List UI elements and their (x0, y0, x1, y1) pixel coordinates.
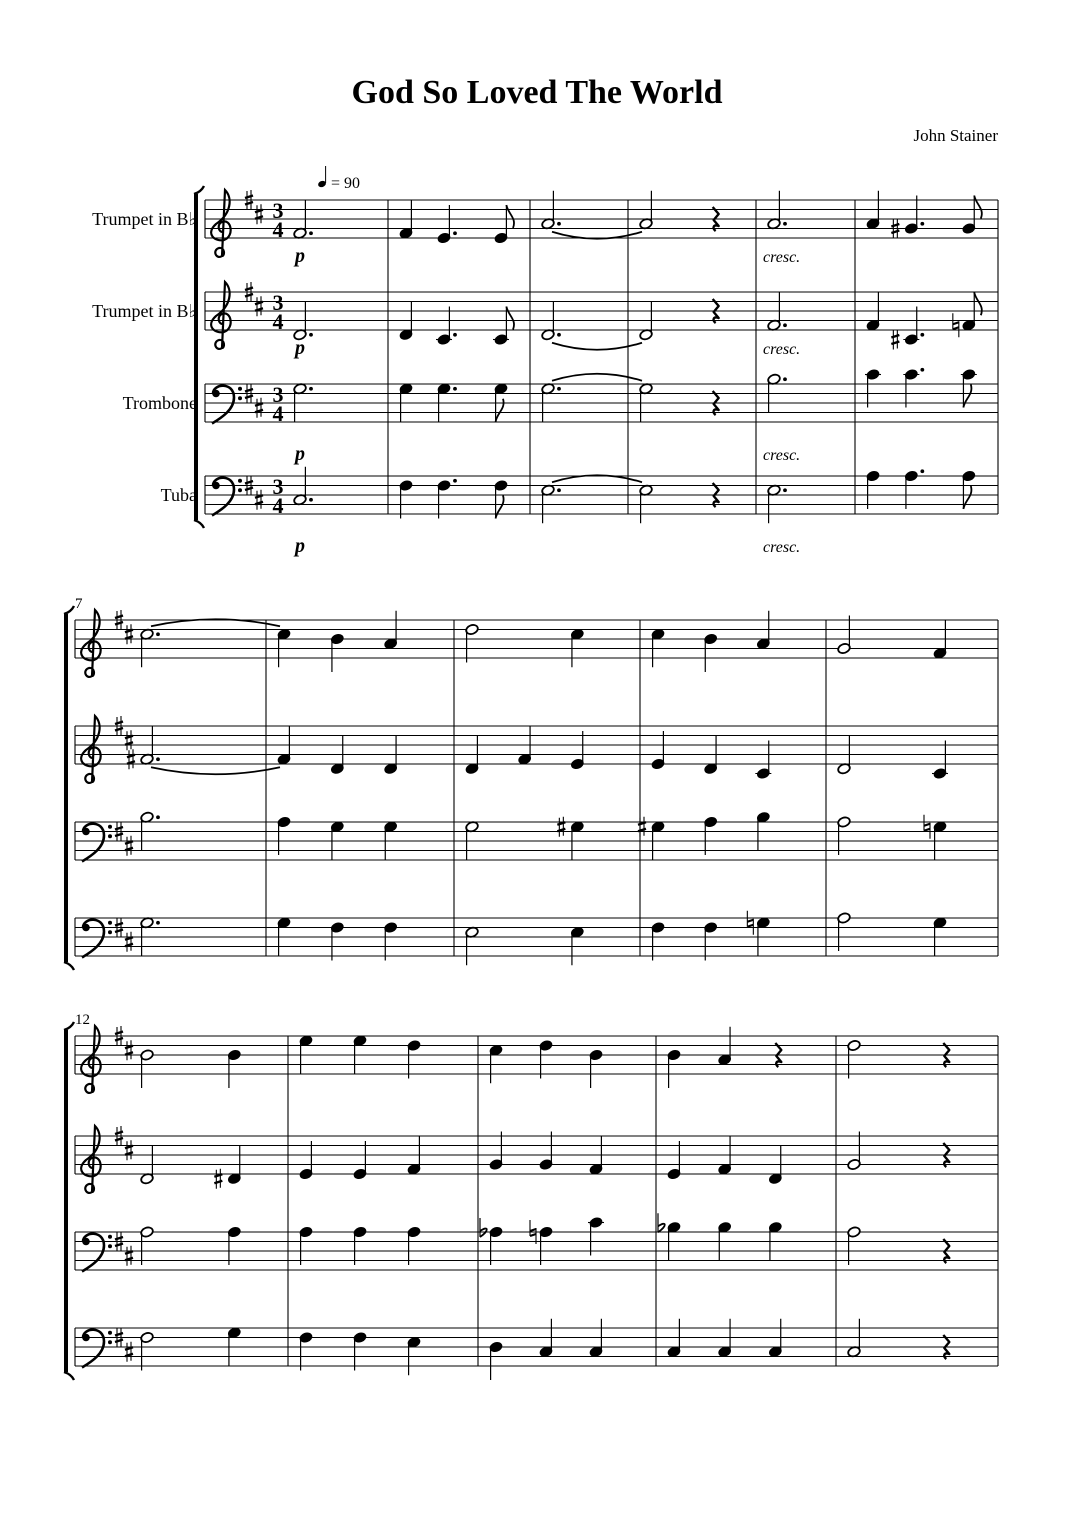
sharp-bar (115, 834, 123, 837)
sharp-bar (245, 488, 253, 491)
bracket-hook (64, 1372, 74, 1380)
sharp-bar (891, 231, 899, 234)
sharp-bar (125, 1258, 133, 1261)
sharp-bar (125, 944, 133, 947)
note-flag (974, 292, 982, 315)
augmentation-dot (557, 222, 561, 226)
sharp-bar (557, 822, 565, 825)
sharp-bar (125, 630, 133, 633)
time-signature-lower: 4 (272, 217, 284, 242)
instrument-name: Tuba (160, 485, 197, 505)
measure-number: 7 (75, 596, 83, 612)
dynamic-crescendo: cresc. (763, 447, 801, 464)
bracket-hook (194, 186, 204, 194)
system-1 (92, 166, 998, 557)
system-2 (64, 596, 998, 970)
natural-bar (924, 829, 930, 831)
bass-clef-dot (108, 921, 112, 925)
sharp-bar (127, 761, 135, 764)
augmentation-dot (453, 387, 457, 391)
sharp-bar (115, 1032, 123, 1035)
time-signature-lower: 4 (272, 309, 284, 334)
sharp-bar (127, 755, 135, 758)
staff-3 (75, 1213, 998, 1328)
sharp-bar (255, 495, 263, 498)
note-flag (506, 205, 514, 228)
sharp-bar (115, 1038, 123, 1041)
augmentation-dot (557, 387, 561, 391)
sharp-bar (115, 1244, 123, 1247)
flat-bowl (480, 1229, 487, 1237)
system-3 (64, 1012, 998, 1380)
augmentation-dot (920, 333, 924, 337)
bracket-hook (194, 520, 204, 528)
augmentation-dot (309, 333, 313, 337)
augmentation-dot (309, 387, 313, 391)
augmentation-dot (783, 488, 787, 492)
dynamic-crescendo: cresc. (763, 249, 801, 266)
sharp-bar (115, 1340, 123, 1343)
bass-clef-dot (108, 1331, 112, 1335)
augmentation-dot (453, 479, 457, 483)
augmentation-dot (309, 231, 313, 235)
note-flag (963, 385, 971, 408)
time-signature-upper: 3 (272, 198, 284, 223)
time-signature-lower: 4 (272, 401, 284, 426)
natural-bar (953, 322, 959, 324)
natural-bar (953, 327, 959, 329)
sharp-bar (115, 827, 123, 830)
sharp-bar (125, 1152, 133, 1155)
bass-clef-dot (108, 1235, 112, 1239)
sharp-bar (125, 636, 133, 639)
bass-clef-dot (238, 396, 242, 400)
sharp-bar (557, 829, 565, 832)
bracket-hook (64, 1022, 74, 1030)
staff-2 (75, 1126, 998, 1232)
sharp-bar (115, 616, 123, 619)
natural-bar (530, 1229, 536, 1231)
note-flag (974, 196, 982, 219)
staff-1 (92, 190, 998, 292)
sharp-bar (115, 1237, 123, 1240)
sharp-bar (891, 335, 899, 338)
sharp-bar (115, 722, 123, 725)
sharp-bar (891, 224, 899, 227)
sharp-bar (125, 736, 133, 739)
bass-clef-dot (108, 930, 112, 934)
augmentation-dot (783, 323, 787, 327)
dynamic-piano: p (295, 443, 305, 465)
bass-clef-dot (108, 834, 112, 838)
sharp-bar (125, 848, 133, 851)
augmentation-dot (557, 333, 561, 337)
sharp-bar (245, 202, 253, 205)
sharp-bar (638, 822, 646, 825)
sharp-bar (125, 1146, 133, 1149)
sharp-bar (115, 622, 123, 625)
augmentation-dot (156, 815, 160, 819)
sharp-bar (125, 1052, 133, 1055)
sharp-bar (255, 502, 263, 505)
sharp-bar (245, 288, 253, 291)
sharp-bar (245, 294, 253, 297)
augmentation-dot (453, 333, 457, 337)
sharp-bar (115, 1132, 123, 1135)
instrument-name: Trumpet in B♭ (92, 301, 197, 321)
sharp-bar (245, 481, 253, 484)
bracket-hook (64, 606, 74, 614)
sharp-bar (125, 1046, 133, 1049)
sharp-bar (255, 302, 263, 305)
measure-number: 12 (75, 1012, 90, 1028)
dynamic-piano: p (295, 535, 305, 557)
sharp-bar (255, 410, 263, 413)
augmentation-dot (783, 377, 787, 381)
sharp-bar (115, 728, 123, 731)
staff-2 (92, 282, 998, 384)
natural-bar (530, 1234, 536, 1236)
sharp-bar (255, 403, 263, 406)
instrument-name: Trombone (122, 393, 197, 413)
sharp-bar (125, 1347, 133, 1350)
augmentation-dot (920, 469, 924, 473)
sharp-bar (115, 930, 123, 933)
sharp-bar (891, 342, 899, 345)
dynamic-crescendo: cresc. (763, 341, 801, 358)
bass-clef-dot (238, 387, 242, 391)
augmentation-dot (156, 921, 160, 925)
sharp-bar (245, 389, 253, 392)
sharp-bar (115, 1333, 123, 1336)
time-signature-lower: 4 (272, 493, 284, 518)
augmentation-dot (783, 222, 787, 226)
sharp-bar (125, 841, 133, 844)
staff-1 (75, 610, 998, 726)
sharp-bar (245, 396, 253, 399)
tie (151, 767, 280, 774)
bracket-hook (64, 962, 74, 970)
sharp-bar (125, 742, 133, 745)
staff-4 (161, 467, 998, 557)
sharp-bar (214, 1181, 222, 1184)
augmentation-dot (453, 231, 457, 235)
tempo-marking: = 90 (331, 175, 361, 192)
augmentation-dot (557, 488, 561, 492)
sharp-bar (214, 1174, 222, 1177)
note-flag (963, 486, 971, 509)
note-flag (496, 399, 504, 422)
composer-name: John Stainer (913, 126, 998, 145)
note-flag (506, 307, 514, 330)
augmentation-dot (156, 757, 160, 761)
dynamic-piano: p (295, 337, 305, 359)
staff-4 (75, 911, 998, 966)
bass-clef-dot (108, 1340, 112, 1344)
sharp-bar (115, 923, 123, 926)
sharp-bar (255, 308, 263, 311)
sharp-bar (255, 210, 263, 213)
time-signature-upper: 3 (272, 382, 284, 407)
bass-clef-dot (238, 488, 242, 492)
instrument-name: Trumpet in B♭ (92, 209, 197, 229)
natural-bar (924, 824, 930, 826)
sharp-bar (255, 216, 263, 219)
bass-clef-dot (108, 1244, 112, 1248)
augmentation-dot (156, 632, 160, 636)
sharp-bar (125, 937, 133, 940)
flat-bowl (658, 1224, 665, 1232)
time-signature-upper: 3 (272, 290, 284, 315)
augmentation-dot (309, 498, 313, 502)
natural-bar (747, 925, 753, 927)
page-title: God So Loved The World (351, 74, 723, 111)
natural-bar (747, 920, 753, 922)
sharp-bar (638, 829, 646, 832)
time-signature-upper: 3 (272, 474, 284, 499)
staff-4 (75, 1319, 998, 1380)
staff-3 (123, 368, 998, 476)
staff-2 (75, 716, 998, 822)
bass-clef-dot (238, 479, 242, 483)
sharp-bar (245, 196, 253, 199)
augmentation-dot (920, 222, 924, 226)
note-flag (496, 496, 504, 519)
sharp-bar (115, 1138, 123, 1141)
dynamic-crescendo: cresc. (763, 539, 801, 556)
bass-clef-dot (108, 825, 112, 829)
staff-1 (75, 1026, 998, 1136)
augmentation-dot (920, 368, 924, 372)
staff-3 (75, 811, 998, 918)
sharp-bar (125, 1354, 133, 1357)
dynamic-piano: p (295, 245, 305, 267)
sharp-bar (125, 1251, 133, 1254)
